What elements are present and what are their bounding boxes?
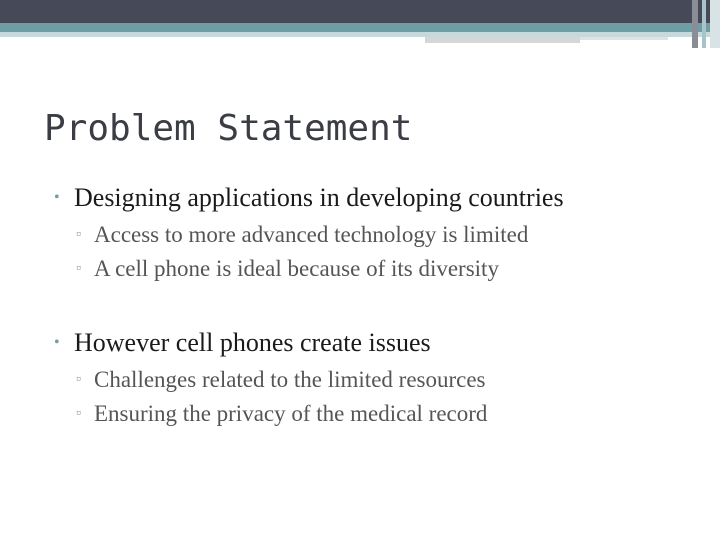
slide-title: Problem Statement bbox=[44, 108, 413, 149]
subbullet-icon: ▫ bbox=[76, 406, 81, 421]
subbullet-item bbox=[76, 218, 704, 252]
subbullet-icon: ▫ bbox=[76, 372, 81, 387]
subbullet-icon: ▫ bbox=[76, 227, 81, 242]
subbullet-item bbox=[76, 252, 704, 286]
subbullet-text: Ensuring the privacy of the medical record bbox=[94, 401, 488, 426]
header-stripe bbox=[692, 0, 698, 48]
bullet-icon: • bbox=[54, 334, 60, 351]
subbullet-text: A cell phone is ideal because of its diversity bbox=[94, 256, 499, 281]
bullet-icon: • bbox=[54, 189, 60, 206]
header-gray-segment bbox=[425, 37, 580, 43]
bullet-group-2 bbox=[54, 323, 704, 431]
header-right-stripes bbox=[668, 0, 720, 48]
header-accent-bar bbox=[0, 23, 720, 32]
subbullet-text: Access to more advanced technology is limited bbox=[94, 222, 529, 247]
subbullet-item bbox=[76, 397, 704, 431]
subbullet-icon: ▫ bbox=[76, 261, 81, 276]
bullet-text: Designing applications in developing countries bbox=[74, 183, 564, 212]
header-dark-bar bbox=[0, 0, 720, 23]
header-stripe bbox=[710, 0, 720, 48]
subbullet-item bbox=[76, 363, 704, 397]
bullet-group-1 bbox=[54, 178, 704, 286]
slide-body bbox=[54, 178, 704, 431]
subbullet-list bbox=[76, 363, 704, 431]
bullet-text: However cell phones create issues bbox=[74, 328, 431, 357]
bullet-item bbox=[54, 323, 704, 363]
header-gray-segment-thin bbox=[580, 37, 668, 40]
bullet-item bbox=[54, 178, 704, 218]
header-stripe bbox=[702, 0, 706, 48]
subbullet-list bbox=[76, 218, 704, 286]
subbullet-text: Challenges related to the limited resources bbox=[94, 367, 486, 392]
